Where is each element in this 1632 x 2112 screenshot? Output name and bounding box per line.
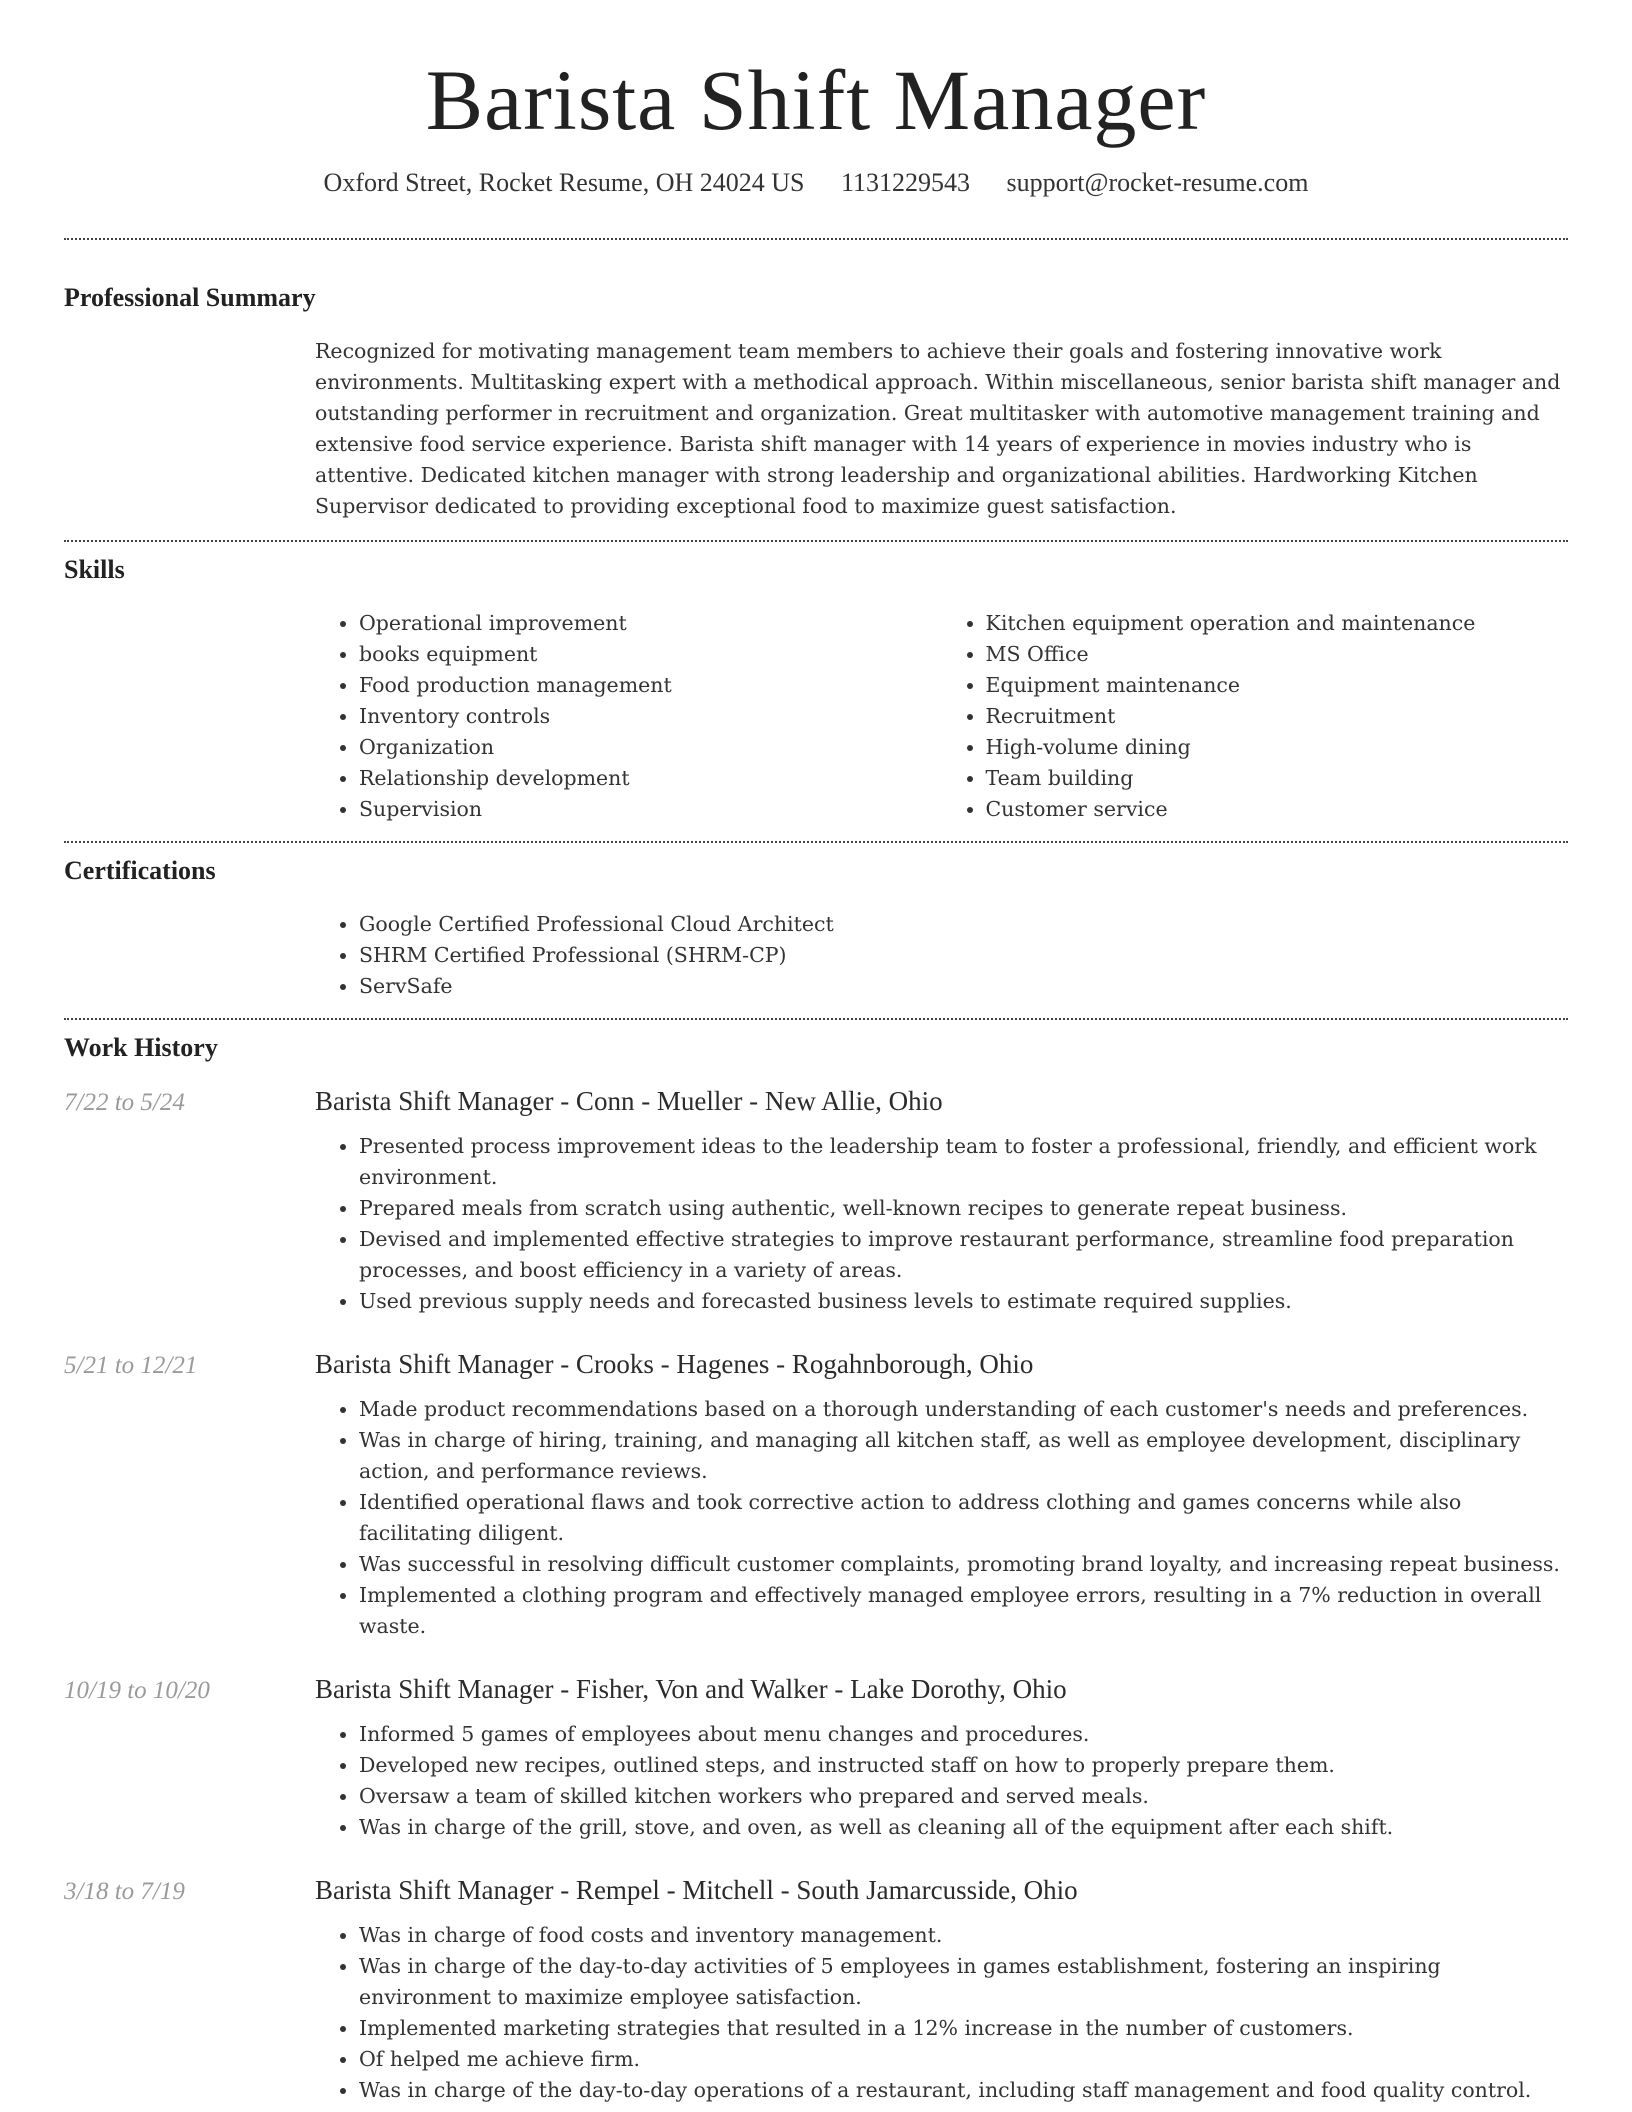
skills-column-right (942, 608, 1569, 825)
job-dates: 10/19 to 10/20 (64, 1677, 210, 1704)
job-bullet: • Informed 5 games of employees about menu changes and procedures. (359, 1719, 1568, 1750)
job-title: Barista Shift Manager - Crooks - Hagenes - Rogahnborough, Ohio (315, 1349, 1034, 1379)
job-title: Barista Shift Manager - Conn - Mueller - New Allie, Ohio (315, 1086, 943, 1116)
skill-item: • Kitchen equipment operation and maintenance (986, 608, 1569, 639)
divider (64, 238, 1568, 240)
job-dates: 7/22 to 5/24 (64, 1089, 185, 1116)
job-bullets (315, 1131, 1568, 1317)
section-title-summary: Professional Summary (64, 283, 316, 312)
skill-item: • Inventory controls (359, 701, 942, 732)
skill-item: • books equipment (359, 639, 942, 670)
skill-item: • Operational improvement (359, 608, 942, 639)
job-bullet: • Identified operational flaws and took corrective action to address clothing and games concerns while also facilitating diligent. (359, 1487, 1568, 1549)
skill-item: • Team building (986, 763, 1569, 794)
job-bullet: • Presented process improvement ideas to the leadership team to foster a professional, friendly, and efficient work environment. (359, 1131, 1568, 1193)
job-bullet: • Implemented marketing strategies that resulted in a 12% increase in the number of customers. (359, 2013, 1568, 2044)
job-bullet: • Was in charge of the day-to-day activities of 5 employees in games establishment, fostering an inspiring environment to maximize employee satisfaction. (359, 1951, 1568, 2013)
skill-item: • Customer service (986, 794, 1569, 825)
resume-name: Barista Shift Manager (425, 52, 1207, 148)
certification-item: • SHRM Certified Professional (SHRM-CP) (359, 940, 1568, 971)
job-bullet: • Was in charge of food costs and inventory management. (359, 1920, 1568, 1951)
skill-item: • High-volume dining (986, 732, 1569, 763)
certifications-list (315, 909, 1568, 1002)
job-entry (64, 1349, 1568, 1642)
contact-address: Oxford Street, Rocket Resume, OH 24024 US (323, 168, 805, 197)
section-title-certifications: Certifications (64, 856, 216, 885)
divider (64, 540, 1568, 542)
job-dates: 3/18 to 7/19 (64, 1878, 185, 1905)
skill-item: • Recruitment (986, 701, 1569, 732)
job-bullet: • Devised and implemented effective strategies to improve restaurant performance, streamline food preparation processes, and boost efficiency in a variety of areas. (359, 1224, 1568, 1286)
job-bullet: • Was successful in resolving difficult customer complaints, promoting brand loyalty, and increasing repeat business. (359, 1549, 1568, 1580)
job-bullet: • Prepared meals from scratch using authentic, well-known recipes to generate repeat business. (359, 1193, 1568, 1224)
skill-item: • Relationship development (359, 763, 942, 794)
job-bullet: • Made product recommendations based on a thorough understanding of each customer's needs and preferences. (359, 1394, 1568, 1425)
divider (64, 1018, 1568, 1020)
section-title-skills: Skills (64, 555, 125, 584)
job-bullet: • Was in charge of the day-to-day operations of a restaurant, including staff management and food quality control. (359, 2075, 1568, 2106)
summary-text: Recognized for motivating management team members to achieve their goals and fostering innovative work environments. Multitasking expert with a methodical approach. Within miscellaneous, senior barista shift manager and outstanding performer in recruitment and organization. Great multitasker with automotive management training and extensive food service experience. Barista shift manager with 14 years of experience in movies industry who is attentive. Dedicated kitchen manager with strong leadership and organizational abilities. Hardworking Kitchen Supervisor dedicated to providing exceptional food to maximize guest satisfaction. (315, 339, 1561, 518)
section-title-work-history: Work History (64, 1033, 218, 1062)
job-bullet: • Used previous supply needs and forecasted business levels to estimate required supplies. (359, 1286, 1568, 1317)
job-bullet: • Oversaw a team of skilled kitchen workers who prepared and served meals. (359, 1781, 1568, 1812)
job-title: Barista Shift Manager - Fisher, Von and Walker - Lake Dorothy, Ohio (315, 1674, 1067, 1704)
job-bullet: • Developed new recipes, outlined steps, and instructed staff on how to properly prepare them. (359, 1750, 1568, 1781)
job-entry (64, 1086, 1568, 1317)
job-bullet: • Of helped me achieve firm. (359, 2044, 1568, 2075)
certification-item: • ServSafe (359, 971, 1568, 1002)
job-entry (64, 1674, 1568, 1843)
contact-email: support@rocket-resume.com (1006, 168, 1309, 197)
job-bullets (315, 1920, 1568, 2106)
skill-item: • Organization (359, 732, 942, 763)
job-bullet: • Was in charge of the grill, stove, and oven, as well as cleaning all of the equipment after each shift. (359, 1812, 1568, 1843)
job-bullets (315, 1394, 1568, 1642)
certification-item: • Google Certified Professional Cloud Architect (359, 909, 1568, 940)
skills-list (315, 608, 1568, 825)
job-bullet: • Implemented a clothing program and effectively managed employee errors, resulting in a 7% reduction in overall waste. (359, 1580, 1568, 1642)
job-entry (64, 1875, 1568, 2106)
resume-page (64, 0, 1568, 2106)
job-dates: 5/21 to 12/21 (64, 1352, 198, 1379)
contact-phone: 1131229543 (840, 168, 971, 197)
job-bullet: • Was in charge of hiring, training, and managing all kitchen staff, as well as employee development, disciplinary action, and performance reviews. (359, 1425, 1568, 1487)
skill-item: • Equipment maintenance (986, 670, 1569, 701)
divider (64, 841, 1568, 843)
skills-column-left (315, 608, 942, 825)
job-title: Barista Shift Manager - Rempel - Mitchell - South Jamarcusside, Ohio (315, 1875, 1078, 1905)
skill-item: • Food production management (359, 670, 942, 701)
skill-item: • Supervision (359, 794, 942, 825)
job-bullets (315, 1719, 1568, 1843)
contact-line (64, 166, 1568, 200)
skill-item: • MS Office (986, 639, 1569, 670)
